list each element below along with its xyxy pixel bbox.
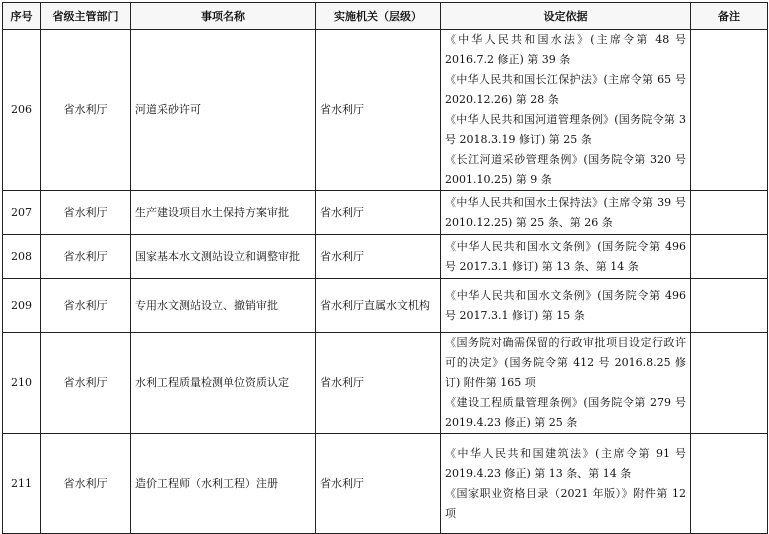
row-item-name: 水利工程质量检测单位资质认定 <box>131 333 316 434</box>
basis-line: 《长江河道采砂管理条例》(国务院令第 320 号 2001.10.25) 第 9 条 <box>445 153 686 186</box>
row-remarks <box>691 191 768 235</box>
row-legal-basis <box>441 30 691 191</box>
row-department: 省水利厅 <box>41 235 131 279</box>
header-remarks: 备注 <box>691 3 768 30</box>
row-agency: 省水利厅 <box>316 191 441 235</box>
header-legal-basis: 设定依据 <box>441 3 691 30</box>
row-serial-no: 207 <box>3 191 41 235</box>
table-row <box>3 434 768 534</box>
row-legal-basis <box>441 235 691 279</box>
basis-line: 《中华人民共和国河道管理条例》(国务院令第 3 号 2018.3.19 修订) 第 25 条 <box>445 113 686 146</box>
row-legal-basis <box>441 333 691 434</box>
row-item-name: 专用水文测站设立、撤销审批 <box>131 279 316 333</box>
row-legal-basis <box>441 434 691 534</box>
row-item-name: 河道采砂许可 <box>131 30 316 191</box>
table-row <box>3 235 768 279</box>
row-department: 省水利厅 <box>41 333 131 434</box>
row-serial-no: 206 <box>3 30 41 191</box>
row-serial-no: 208 <box>3 235 41 279</box>
row-legal-basis <box>441 191 691 235</box>
table-row <box>3 30 768 191</box>
table-header-row <box>3 3 768 30</box>
header-serial-no: 序号 <box>3 3 41 30</box>
row-remarks <box>691 30 768 191</box>
row-item-name: 生产建设项目水土保持方案审批 <box>131 191 316 235</box>
row-agency: 省水利厅 <box>316 434 441 534</box>
row-remarks <box>691 333 768 434</box>
basis-line: 《国务院对确需保留的行政审批项目设定行政许可的决定》(国务院令第 412 号 2016.8.25 修订) 附件第 165 项 <box>445 336 686 389</box>
row-serial-no: 209 <box>3 279 41 333</box>
table-row <box>3 191 768 235</box>
row-department: 省水利厅 <box>41 434 131 534</box>
basis-line: 《建设工程质量管理条例》(国务院令第 279 号 2019.4.23 修正) 第 25 条 <box>445 396 686 429</box>
row-agency: 省水利厅 <box>316 30 441 191</box>
row-serial-no: 210 <box>3 333 41 434</box>
approval-items-table <box>2 2 768 534</box>
row-department: 省水利厅 <box>41 30 131 191</box>
row-legal-basis <box>441 279 691 333</box>
basis-line: 《中华人民共和国长江保护法》(主席令第 65 号 2020.12.26) 第 28 条 <box>445 73 686 106</box>
row-remarks <box>691 235 768 279</box>
table-row <box>3 333 768 434</box>
header-item-name: 事项名称 <box>131 3 316 30</box>
row-item-name: 造价工程师（水利工程）注册 <box>131 434 316 534</box>
header-agency: 实施机关（层级） <box>316 3 441 30</box>
basis-line: 《中华人民共和国水法》(主席令第 48 号 2016.7.2 修正) 第 39 条 <box>445 33 686 66</box>
row-remarks <box>691 434 768 534</box>
basis-line: 《中华人民共和国建筑法》(主席令第 91 号 2019.4.23 修正) 第 13 条、第 14 条 <box>445 446 686 480</box>
row-agency: 省水利厅 <box>316 235 441 279</box>
row-item-name: 国家基本水文测站设立和调整审批 <box>131 235 316 279</box>
row-agency: 省水利厅直属水文机构 <box>316 279 441 333</box>
row-department: 省水利厅 <box>41 279 131 333</box>
basis-line: 《中华人民共和国水文条例》(国务院令第 496 号 2017.3.1 修订) 第 13 条、第 14 条 <box>445 239 686 273</box>
row-agency: 省水利厅 <box>316 333 441 434</box>
table-row <box>3 279 768 333</box>
row-serial-no: 211 <box>3 434 41 534</box>
header-department: 省级主管部门 <box>41 3 131 30</box>
row-department: 省水利厅 <box>41 191 131 235</box>
row-remarks <box>691 279 768 333</box>
basis-line: 《中华人民共和国水文条例》(国务院令第 496 号 2017.3.1 修订) 第 15 条 <box>445 288 686 322</box>
basis-line: 《国家职业资格目录（2021 年版）》附件第 12 项 <box>445 486 686 520</box>
basis-line: 《中华人民共和国水土保持法》(主席令第 39 号 2010.12.25) 第 25 条、第 26 条 <box>445 195 686 229</box>
